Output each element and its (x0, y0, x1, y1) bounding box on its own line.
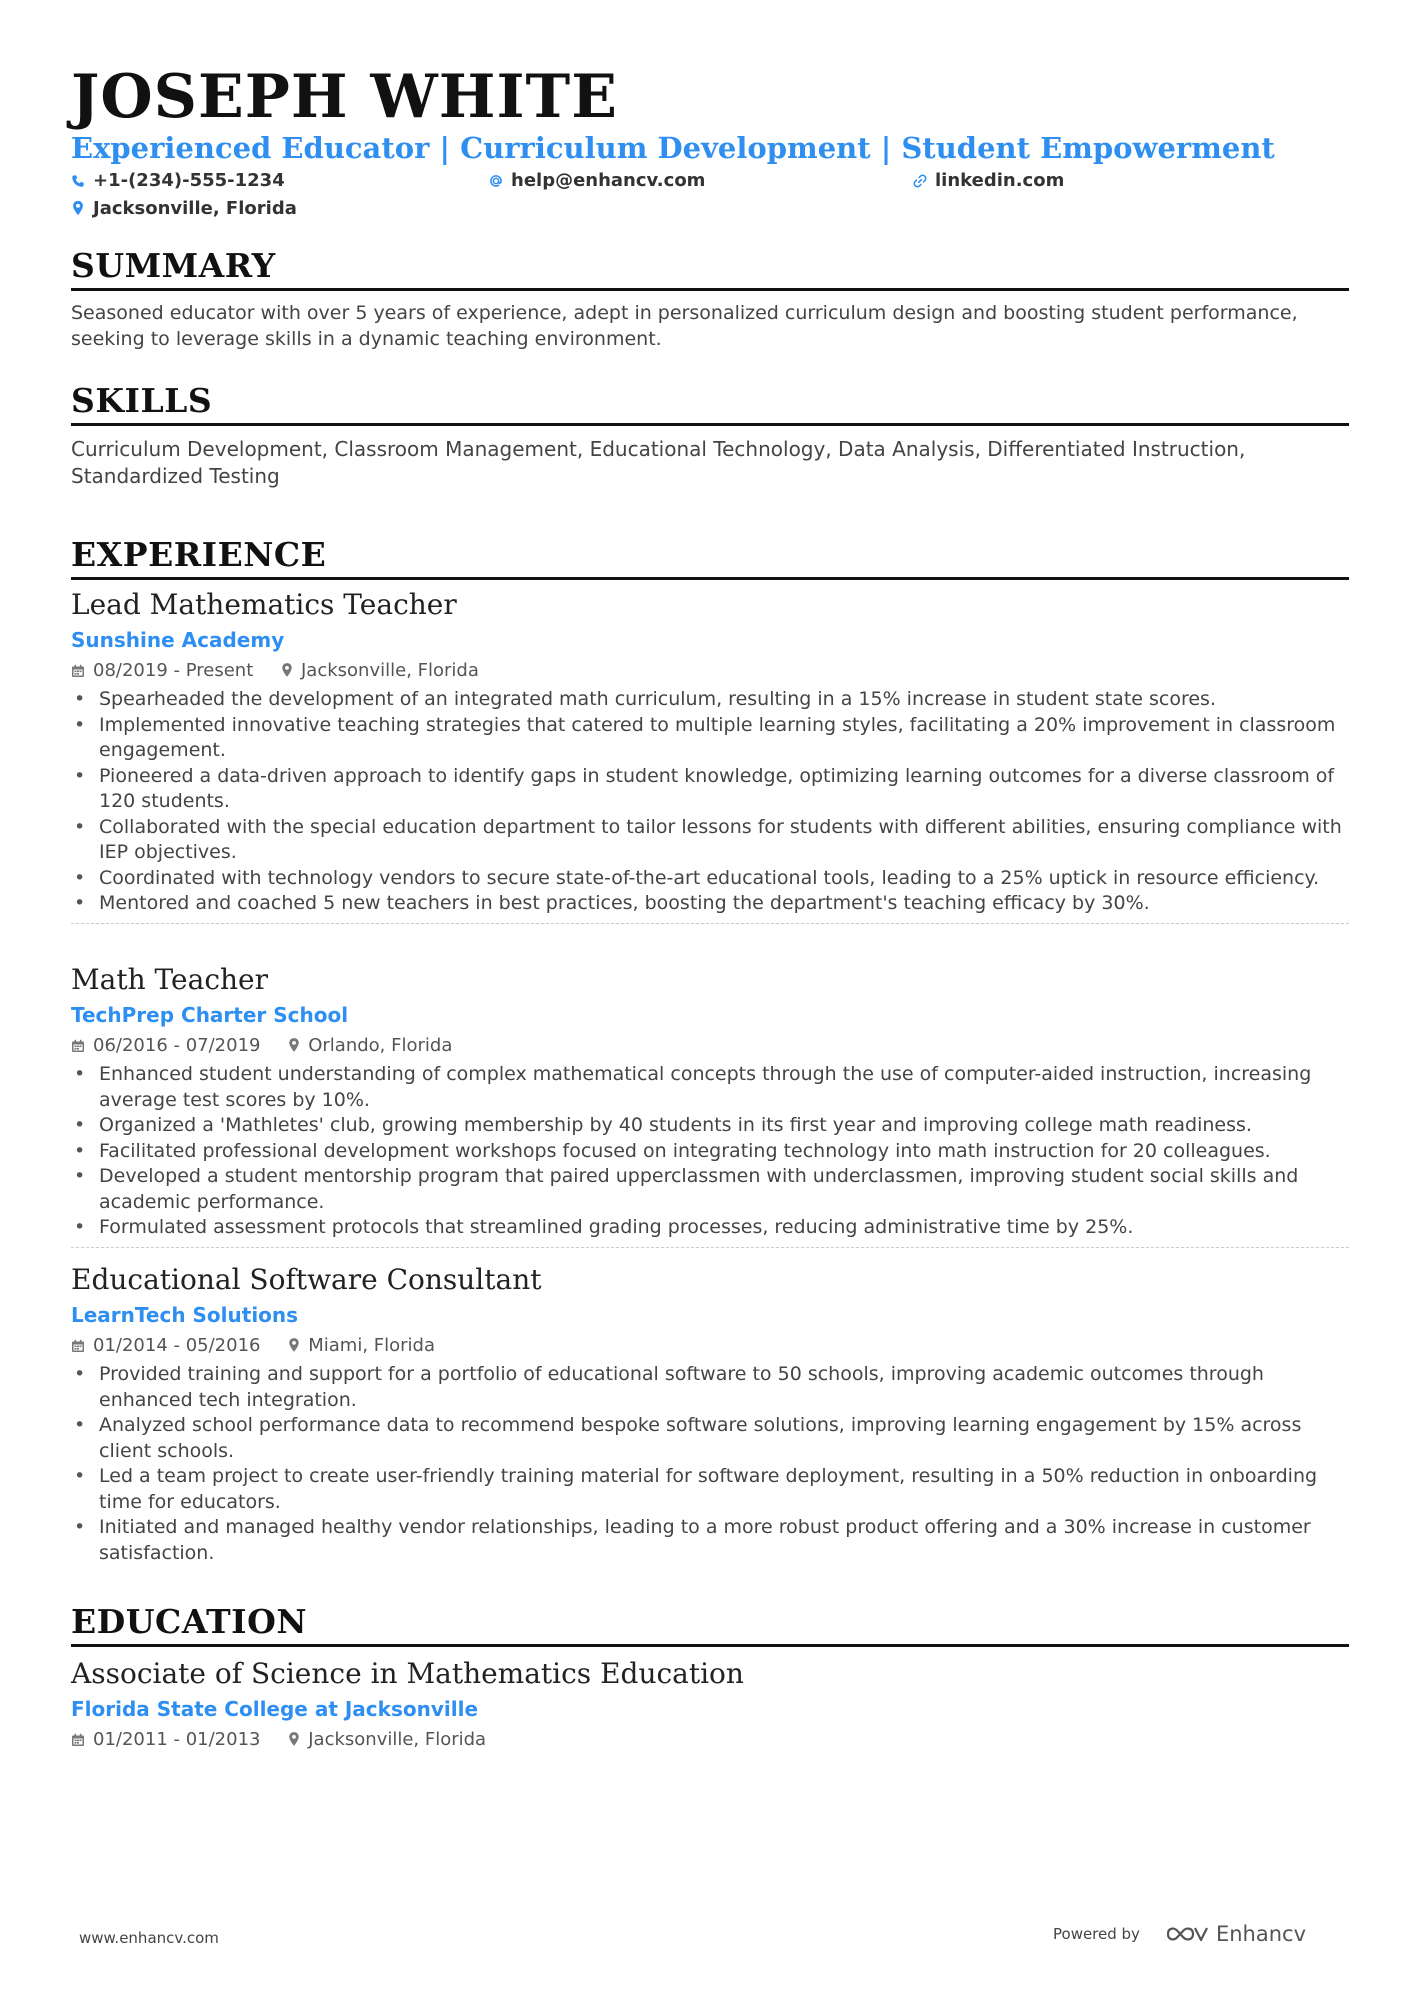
contact-location (71, 197, 297, 223)
skills-text: Curriculum Development, Classroom Management, Educational Technology, Data Analysis, Differentiated Instruction, Standardized Testing (71, 437, 1246, 488)
list-item: • Developed a student mentorship program that paired upperclassmen with underclassmen, improving student social skills and academic performance. (71, 1164, 1349, 1215)
entry-divider (71, 923, 1349, 924)
location-text: Miami, Florida (308, 1335, 435, 1356)
location-text: Jacksonville, Florida (308, 1729, 487, 1750)
skills-section (71, 381, 1349, 490)
date-range (71, 1334, 261, 1358)
education-section (71, 1602, 1349, 1647)
location-text: Orlando, Florida (308, 1035, 453, 1056)
section-divider (71, 577, 1349, 580)
section-divider (71, 423, 1349, 426)
contact-linkedin[interactable] (913, 169, 1064, 195)
job-title: Educational Software Consultant (71, 1263, 542, 1296)
job-meta (71, 1334, 1349, 1358)
experience-entry (71, 1262, 1349, 1566)
location-text: Jacksonville, Florida (93, 198, 297, 219)
list-item: • Provided training and support for a portfolio of educational software to 50 schools, improving academic outcomes through enhanced tech integration. (71, 1362, 1349, 1413)
candidate-name: JOSEPH WHITE (71, 62, 618, 132)
calendar-icon (71, 664, 85, 678)
date-range (71, 1034, 261, 1058)
achievements-list (71, 687, 1349, 917)
school-name: Florida State College at Jacksonville (71, 1697, 479, 1721)
calendar-icon (71, 1339, 85, 1353)
contact-phone (71, 169, 285, 195)
degree-title: Associate of Science in Mathematics Education (71, 1657, 744, 1690)
list-item: • Organized a 'Mathletes' club, growing membership by 40 students in its first year and improving college math readiness. (71, 1113, 1349, 1139)
location-pin-icon (288, 1037, 300, 1053)
list-item: • Mentored and coached 5 new teachers in best practices, boosting the department's teaching efficacy by 30%. (71, 891, 1349, 917)
list-item: • Formulated assessment protocols that streamlined grading processes, reducing administrative time by 25%. (71, 1215, 1349, 1241)
list-item: • Pioneered a data-driven approach to identify gaps in student knowledge, optimizing learning outcomes for a diverse classroom of 120 students. (71, 764, 1349, 815)
education-meta (71, 1728, 1349, 1752)
calendar-icon (71, 1733, 85, 1747)
experience-section (71, 535, 1349, 580)
location-text: Jacksonville, Florida (301, 660, 479, 681)
contact-email[interactable] (489, 169, 705, 195)
section-divider (71, 288, 1349, 291)
powered-by-label: Powered by (1053, 1925, 1140, 1943)
list-item: • Spearheaded the development of an integrated math curriculum, resulting in a 15% increase in student state scores. (71, 687, 1349, 713)
phone-icon (71, 171, 87, 195)
list-item: • Collaborated with the special education department to tailor lessons for students with different abilities, ensuring compliance with IEP objectives. (71, 815, 1349, 866)
job-meta (71, 659, 1349, 683)
location-pin-icon (288, 1731, 300, 1747)
education-entry (71, 1656, 1349, 1752)
enhancv-logo-icon (1164, 1923, 1210, 1945)
job-title: Math Teacher (71, 963, 268, 996)
summary-text: Seasoned educator with over 5 years of experience, adept in personalized curriculum design and boosting student performance, seeking to leverage skills in a dynamic teaching environment. (71, 302, 1298, 350)
location-pin-icon (288, 1337, 300, 1353)
dates-text: 08/2019 - Present (93, 660, 254, 681)
experience-entry (71, 587, 1349, 924)
list-item: • Led a team project to create user-friendly training material for software deployment, resulting in a 50% reduction in onboarding time for educators. (71, 1464, 1349, 1515)
section-title-skills: SKILLS (71, 381, 213, 420)
location-pin-icon (71, 199, 87, 223)
dates-text: 06/2016 - 07/2019 (93, 1035, 261, 1056)
list-item: • Enhanced student understanding of complex mathematical concepts through the use of computer-aided instruction, increasing average test scores by 10%. (71, 1062, 1349, 1113)
education-location (288, 1728, 486, 1752)
footer-website[interactable]: www.enhancv.com (79, 1929, 219, 1947)
headline: Experienced Educator | Curriculum Development | Student Empowerment (71, 131, 1275, 165)
link-icon (913, 171, 929, 195)
list-item: • Implemented innovative teaching strategies that catered to multiple learning styles, facilitating a 20% improvement in classroom engagement. (71, 713, 1349, 764)
brand-name: Enhancv (1215, 1922, 1306, 1946)
section-title-education: EDUCATION (71, 1602, 308, 1641)
email-link[interactable]: help@enhancv.com (511, 170, 706, 191)
at-icon (489, 171, 505, 195)
calendar-icon (71, 1039, 85, 1053)
section-divider (71, 1644, 1349, 1647)
linkedin-link[interactable]: linkedin.com (935, 170, 1065, 191)
achievements-list (71, 1062, 1349, 1241)
date-range (71, 659, 253, 683)
job-location (288, 1034, 452, 1058)
experience-entry (71, 962, 1349, 1248)
company-name: Sunshine Academy (71, 628, 285, 652)
entry-divider (71, 1247, 1349, 1248)
list-item: • Facilitated professional development workshops focused on integrating technology into math instruction for 20 colleagues. (71, 1139, 1349, 1165)
section-title-experience: EXPERIENCE (71, 535, 327, 574)
dates-text: 01/2011 - 01/2013 (93, 1729, 261, 1750)
phone-text: +1-(234)-555-1234 (93, 170, 285, 191)
job-meta (71, 1034, 1349, 1058)
list-item: • Analyzed school performance data to recommend bespoke software solutions, improving learning engagement by 15% across client schools. (71, 1413, 1349, 1464)
company-name: TechPrep Charter School (71, 1003, 349, 1027)
date-range (71, 1728, 261, 1752)
achievements-list (71, 1362, 1349, 1566)
list-item: • Coordinated with technology vendors to secure state-of-the-art educational tools, leading to a 25% uptick in resource efficiency. (71, 866, 1349, 892)
powered-by[interactable] (1053, 1922, 1306, 1946)
company-name: LearnTech Solutions (71, 1303, 299, 1327)
list-item: • Initiated and managed healthy vendor relationships, leading to a more robust product offering and a 30% increase in customer satisfaction. (71, 1515, 1349, 1566)
job-location (288, 1334, 435, 1358)
location-pin-icon (281, 662, 293, 678)
section-title-summary: SUMMARY (71, 246, 276, 285)
job-title: Lead Mathematics Teacher (71, 588, 457, 621)
dates-text: 01/2014 - 05/2016 (93, 1335, 261, 1356)
summary-section (71, 246, 1349, 352)
job-location (281, 659, 479, 683)
